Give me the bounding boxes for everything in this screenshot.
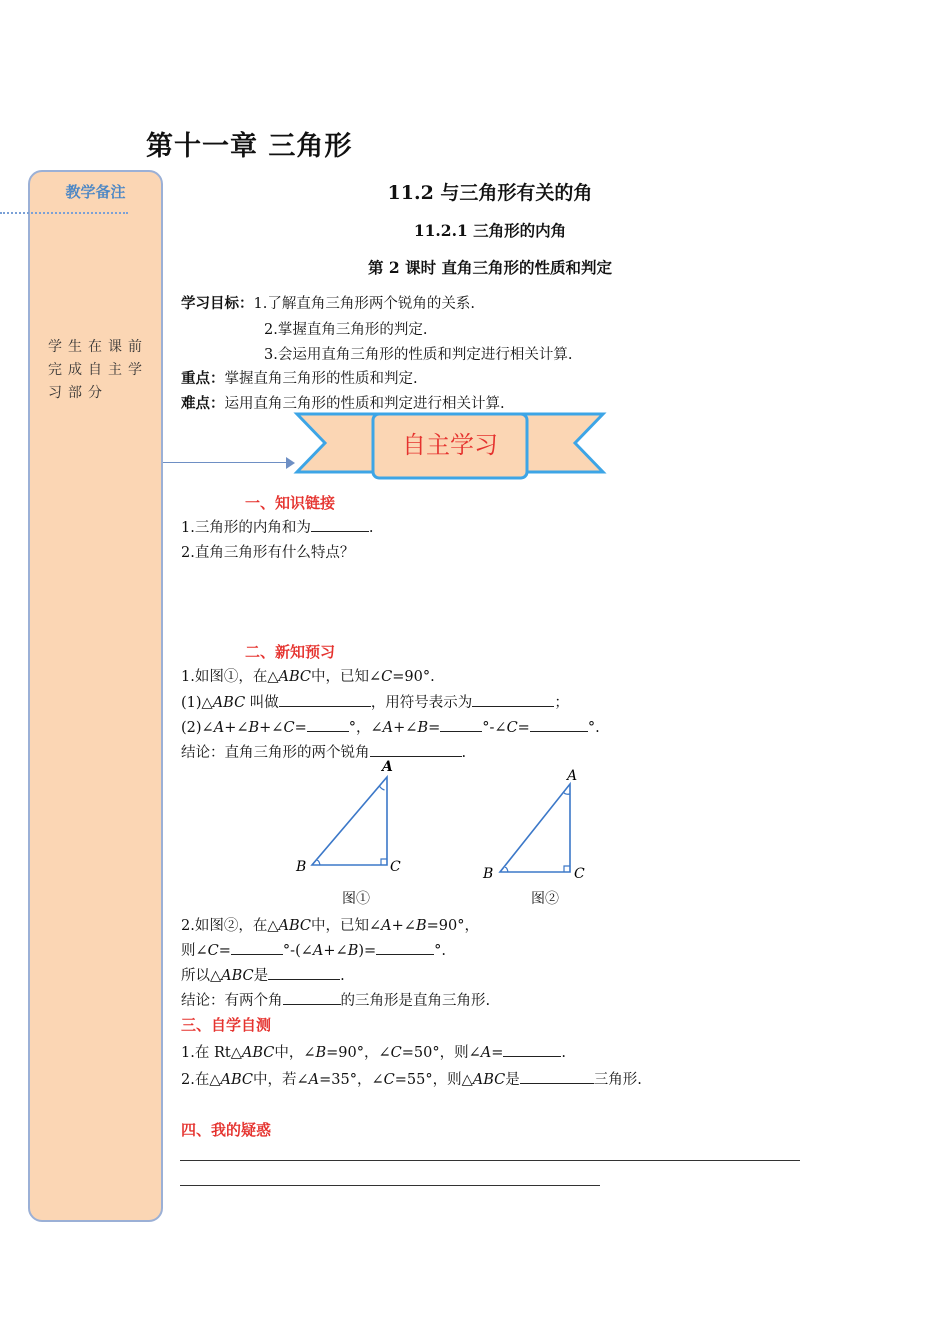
text: 三角形. <box>593 1072 642 1088</box>
answer-blank[interactable] <box>311 517 369 532</box>
answer-blank[interactable] <box>231 940 283 955</box>
judge-line-3 <box>181 964 345 985</box>
text: = <box>517 720 530 736</box>
text: . <box>561 1045 567 1061</box>
sidebar-note: 学生在课前完成自主学习部分 <box>48 339 148 401</box>
right-angle-mark <box>381 859 387 865</box>
answer-line[interactable] <box>180 1185 600 1186</box>
answer-blank[interactable] <box>279 692 371 707</box>
knowledge-q1 <box>181 516 373 537</box>
text: °，∠ <box>348 720 383 736</box>
label-b: B <box>248 720 260 736</box>
angle-arc-a <box>564 792 571 794</box>
dotted-divider <box>0 212 128 214</box>
subsection-heading: 11.2.1 三角形的内角 <box>413 221 567 240</box>
goal-item: 3.会运用直角三角形的性质和判定进行相关计算. <box>264 347 573 363</box>
vertex-label-b: B <box>483 866 494 882</box>
text: =35°，∠ <box>319 1072 384 1088</box>
label-abc: ABC <box>220 1072 253 1088</box>
q1-end: . <box>368 520 374 536</box>
label-c: C <box>283 720 295 736</box>
answer-line[interactable] <box>180 1160 800 1161</box>
label-c: C <box>506 720 518 736</box>
goal-item: 2.掌握直角三角形的判定. <box>264 322 428 338</box>
text: = <box>218 943 231 959</box>
vertex-label-a: A <box>567 768 578 784</box>
label-a: A <box>312 943 324 959</box>
knowledge-q2: 2.直角三角形有什么特点？ <box>181 545 355 561</box>
difficulty-text: 运用直角三角形的性质和判定进行相关计算. <box>224 396 505 412</box>
text: (2)∠ <box>181 720 214 736</box>
label-c: C <box>390 1045 402 1061</box>
text: =90°，∠ <box>326 1045 391 1061</box>
angle-arc-a <box>380 786 385 790</box>
figure-2-triangle <box>478 762 598 884</box>
text: °. <box>587 720 600 736</box>
lesson-heading: 第 2 课时 直角三角形的性质和判定 <box>368 258 612 277</box>
text: 的三角形是直角三角形. <box>340 993 491 1009</box>
part1-title: 一、知识链接 <box>245 494 336 512</box>
text: +∠ <box>391 918 416 934</box>
text: 是 <box>505 1072 520 1088</box>
label-b: B <box>347 943 359 959</box>
self-test-1 <box>181 1041 566 1062</box>
text: . <box>461 745 467 761</box>
text: =55°，则△ <box>394 1072 473 1088</box>
part4-title: 四、我的疑惑 <box>181 1121 272 1139</box>
text: 中，已知∠ <box>311 669 382 685</box>
answer-blank[interactable] <box>520 1069 594 1084</box>
banner-text: 自主学习 <box>402 431 498 459</box>
key-text: 掌握直角三角形的性质和判定. <box>224 371 418 387</box>
label-a: A <box>382 720 394 736</box>
text: = <box>428 720 441 736</box>
text: = <box>491 1045 504 1061</box>
right-angle-mark <box>564 866 570 872</box>
label-a: A <box>381 918 392 934</box>
chapter-title: 第十一章 三角形 <box>146 131 353 162</box>
preview-line-3 <box>181 716 600 737</box>
preview-line-2 <box>181 691 569 712</box>
text: = <box>294 720 307 736</box>
text: 则∠ <box>181 943 208 959</box>
part3-title: 三、自学自测 <box>181 1016 272 1034</box>
label-a: A <box>480 1045 492 1061</box>
label-abc: ABC <box>472 1072 506 1088</box>
label-abc: ABC <box>241 1045 275 1061</box>
answer-blank[interactable] <box>307 717 349 732</box>
text: 是 <box>253 968 269 984</box>
goal-line-3 <box>264 343 572 364</box>
text: )= <box>358 943 377 959</box>
answer-blank[interactable] <box>283 990 341 1005</box>
self-test-2 <box>181 1068 642 1089</box>
teaching-notes-sidebar <box>28 170 163 1222</box>
text: +∠ <box>323 943 348 959</box>
text: . <box>340 968 345 984</box>
preview-line-1 <box>181 665 435 686</box>
text: ； <box>554 695 569 711</box>
goal-item: 1.了解直角三角形两个锐角的关系. <box>253 296 475 312</box>
vertex-label-c: C <box>574 866 585 882</box>
part2-title: 二、新知预习 <box>245 643 336 661</box>
sidebar-title: 教学备注 <box>65 183 126 201</box>
triangle-abc <box>312 777 387 865</box>
goal-line-2 <box>264 318 427 339</box>
triangle-abc <box>500 784 570 872</box>
label-c: C <box>381 669 393 685</box>
answer-blank[interactable] <box>268 965 340 980</box>
section-heading: 11.2 与三角形有关的角 <box>387 182 593 204</box>
vertex-label-b: B <box>296 859 307 875</box>
key-label: 重点： <box>181 370 225 387</box>
text: 2.在△ <box>181 1072 221 1088</box>
label-b: B <box>415 918 427 934</box>
text: ，用符号表示为 <box>370 695 473 711</box>
text: +∠ <box>224 720 249 736</box>
vertex-label-c: C <box>390 859 401 875</box>
text: =90°. <box>392 669 435 685</box>
judge-line-2 <box>181 939 446 960</box>
label-b: B <box>417 720 429 736</box>
label-abc: ABC <box>278 918 311 934</box>
difficulty-label: 难点： <box>181 395 225 412</box>
label-abc: ABC <box>221 968 254 984</box>
text: 中，若∠ <box>253 1072 309 1088</box>
text: 结论：直角三角形的两个锐角 <box>181 745 370 761</box>
goals-label: 学习目标： <box>181 295 254 312</box>
q1-text: 1.三角形的内角和为 <box>181 520 311 536</box>
label-abc: ABC <box>212 695 246 711</box>
answer-blank[interactable] <box>440 717 482 732</box>
figure-1-caption: 图① <box>342 891 370 907</box>
text: °-∠ <box>482 720 507 736</box>
text: (1)△ <box>181 695 213 711</box>
label-c: C <box>383 1072 395 1088</box>
judge-line-1 <box>181 914 479 935</box>
text: 2.如图②，在△ <box>181 918 279 934</box>
vertex-label-a: A <box>382 759 393 775</box>
text: °-(∠ <box>282 943 313 959</box>
text: 结论：有两个角 <box>181 993 283 1009</box>
text: 中，已知∠ <box>311 918 382 934</box>
judge-conclusion <box>181 989 490 1010</box>
text: 叫做 <box>245 695 279 711</box>
label-abc: ABC <box>278 669 311 685</box>
text: =50°，则∠ <box>401 1045 481 1061</box>
text: 1.在 Rt△ <box>181 1045 242 1061</box>
answer-blank[interactable] <box>472 692 554 707</box>
text: +∠ <box>259 720 284 736</box>
answer-blank[interactable] <box>376 940 434 955</box>
text: +∠ <box>393 720 418 736</box>
label-a: A <box>308 1072 320 1088</box>
text: 中，∠ <box>274 1045 316 1061</box>
text: 1.如图①，在△ <box>181 669 279 685</box>
goal-line-1 <box>181 292 475 313</box>
text: =90°， <box>426 918 479 934</box>
arrow-connector <box>163 462 287 463</box>
label-b: B <box>315 1045 327 1061</box>
text: °. <box>434 943 447 959</box>
answer-blank[interactable] <box>503 1042 561 1057</box>
answer-blank[interactable] <box>530 717 588 732</box>
label-c: C <box>207 943 219 959</box>
figure-1-triangle <box>290 755 410 875</box>
self-study-banner <box>293 408 607 482</box>
figure-2-caption: 图② <box>531 891 559 907</box>
label-a: A <box>213 720 225 736</box>
key-point <box>181 367 418 388</box>
text: 所以△ <box>181 968 222 984</box>
